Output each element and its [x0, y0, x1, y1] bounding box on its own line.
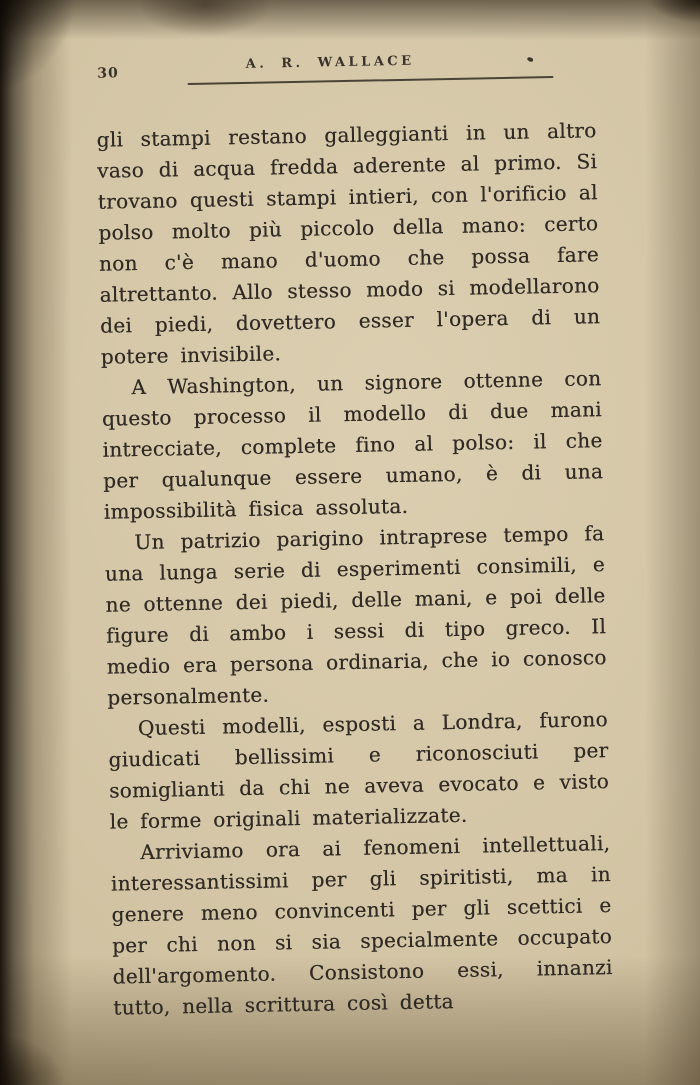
paragraph: Un patrizio parigino intraprese tempo fa una lunga serie di esperimenti consimili, e ne ottenne dei piedi, delle mani, e poi delle figure di ambo i sessi di tipo greco. Il medio era persona ordinaria, che io conosco personalmente. — [104, 521, 607, 710]
book-page — [95, 50, 613, 1023]
page-body — [96, 115, 613, 1023]
page-number: 30 — [97, 65, 119, 82]
running-header: A. R. WALLACE — [245, 53, 415, 72]
paragraph: gli stampi restano galleggianti in un altro vaso di acqua fredda aderente al primo. Si trovano questi stampi intieri, con l'orificio al polso molto più piccolo della mano: certo non c'è mano d'uomo che possa fare altrettanto. Allo stesso modo si modellarono dei piedi, dovettero esser l'opera di un potere invisibile. — [96, 118, 601, 369]
paragraph: A Washington, un signore ottenne con questo processo il modello di due mani intrecciate, complete fino al polso: il che per qualunque essere umano, è di una impossibilità fisica assoluta. — [101, 366, 604, 524]
paragraph: Questi modelli, esposti a Londra, furono giudicati bellissimi e riconosciuti per somiglianti da chi ne aveva evocato e visto le forme originali materializzate. — [108, 707, 610, 834]
paragraph: Arriviamo ora ai fenomeni intellettuali, interessantissimi per gli spiritisti, ma in genere meno convincenti per gli scettici e per chi non si sia specialmente occupato dell'argomento. Consistono essi, innanzi tutto, nella scrittura così detta — [110, 831, 613, 1020]
